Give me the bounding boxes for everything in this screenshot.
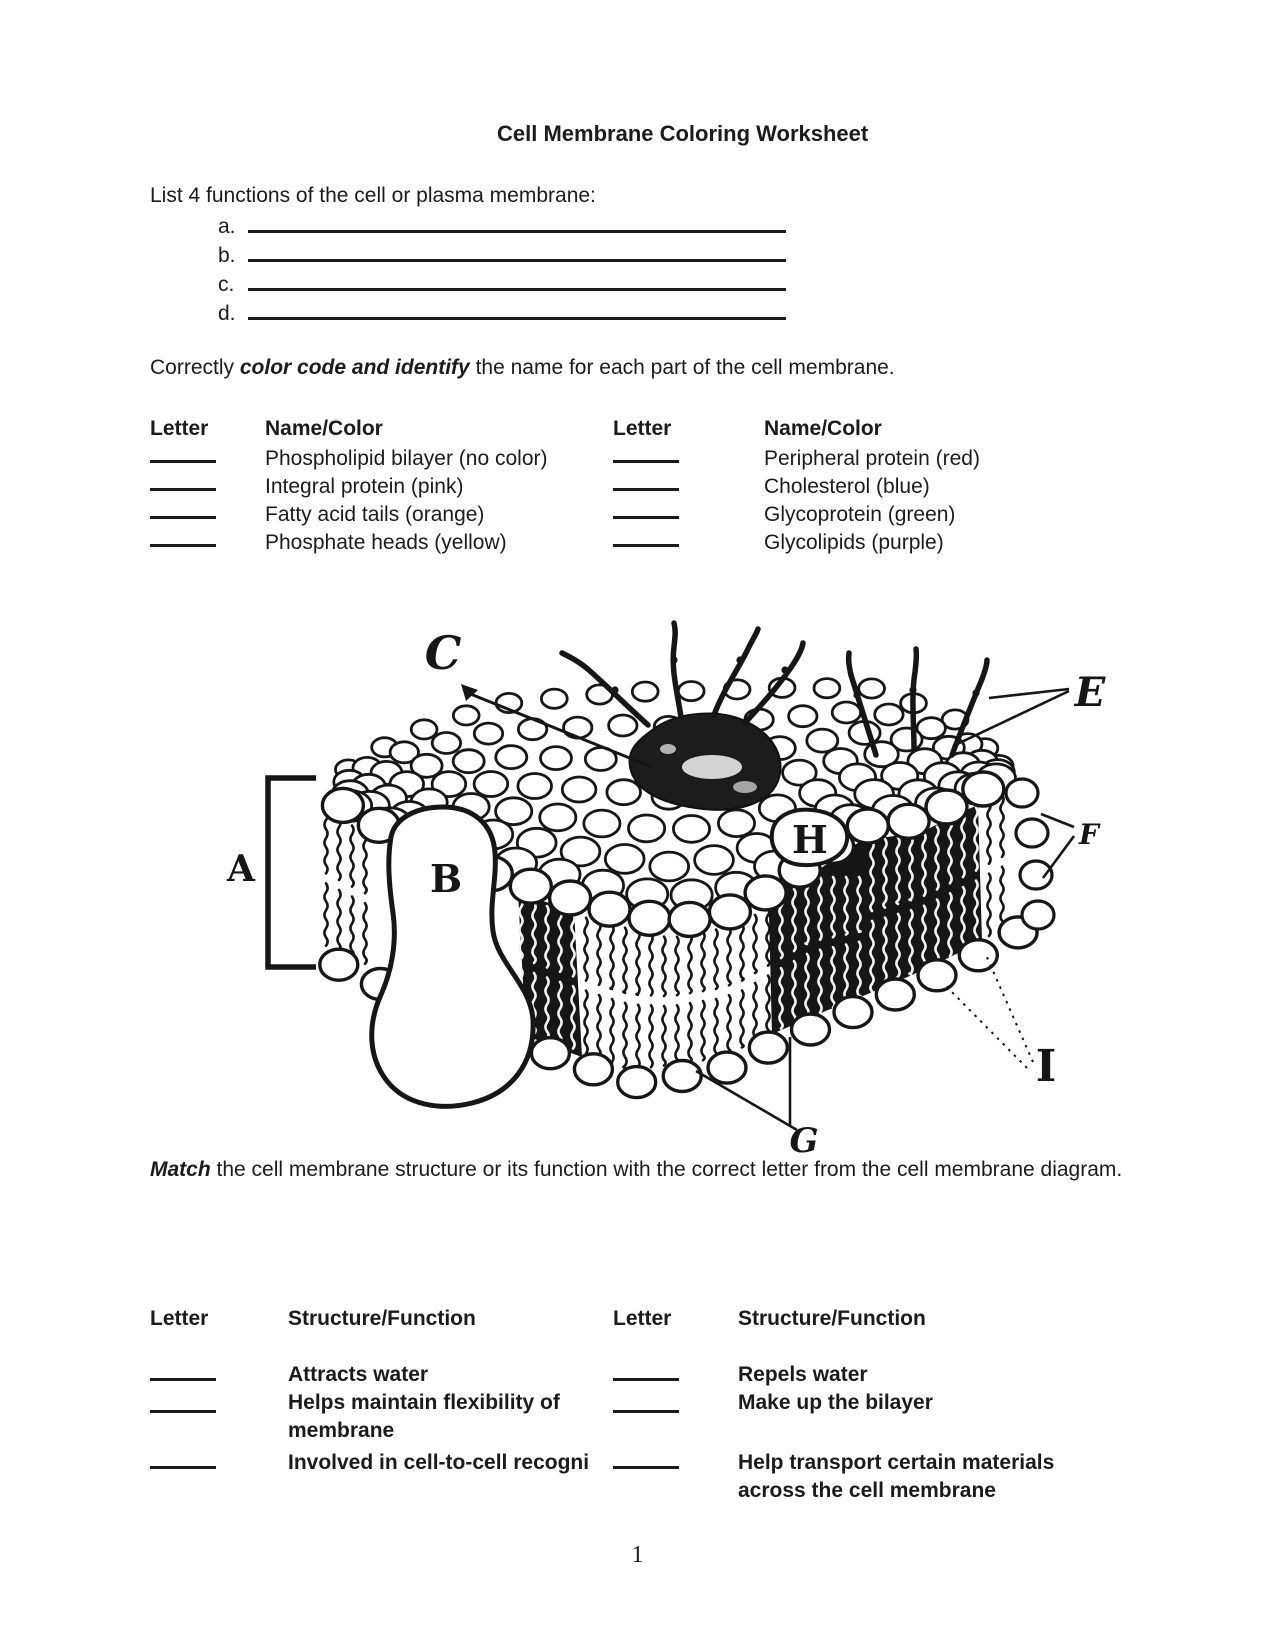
cc-row-name: Phospholipid bilayer (no color) <box>265 447 548 470</box>
fatty-acid-tail <box>597 995 600 1058</box>
color-code-instruction <box>150 354 895 382</box>
fatty-acid-tail <box>324 811 327 873</box>
phosphate-head <box>847 809 888 843</box>
fatty-acid-tail <box>636 1005 639 1069</box>
fatty-acid-tail <box>584 991 587 1054</box>
phosphate-head <box>650 852 689 881</box>
diagram-label-E: E <box>1074 669 1106 716</box>
fatty-acid-tail <box>649 1005 652 1067</box>
fatty-acid-tail <box>701 1001 704 1060</box>
function-item-label-d: d. <box>218 302 236 325</box>
phosphate-head <box>918 960 956 991</box>
phosphate-head <box>832 702 860 723</box>
fatty-acid-tail <box>766 976 769 1035</box>
phosphate-head <box>510 869 551 903</box>
fatty-acid-tail <box>1000 795 1003 857</box>
diagram-label-A: A <box>227 848 255 890</box>
fatty-acid-tail <box>610 925 613 989</box>
fatty-acid-tail <box>766 906 769 965</box>
answer-line-b <box>248 259 786 262</box>
fatty-acid-tail <box>337 890 340 952</box>
cc-row-name: Glycoprotein (green) <box>764 503 956 526</box>
phosphate-head <box>411 720 437 739</box>
phosphate-head <box>814 679 840 698</box>
instruction-pre: Correctly <box>150 356 235 379</box>
carbohydrate-bead <box>611 686 618 693</box>
fatty-acid-tail <box>714 930 717 990</box>
match-letter-blank <box>613 1466 679 1469</box>
match-row-text: Repels water <box>738 1363 868 1386</box>
match-letter-blank <box>150 1466 216 1469</box>
fatty-acid-tail <box>740 991 743 1048</box>
match-left-letter-header: Letter <box>150 1307 209 1330</box>
carbohydrate-bead <box>972 689 979 696</box>
phosphate-head <box>453 750 484 773</box>
phosphate-head <box>322 788 363 822</box>
glycoprotein-stipple <box>660 744 676 754</box>
page-number: 1 <box>631 1542 644 1568</box>
phosphate-head <box>618 1067 656 1098</box>
functions-prompt: List 4 functions of the cell or plasma membrane: <box>150 184 596 207</box>
phosphate-head <box>540 804 576 831</box>
cc-row-name: Glycolipids (purple) <box>764 531 944 554</box>
cc-row-name: Cholesterol (blue) <box>764 475 930 498</box>
fatty-acid-tail <box>636 931 639 995</box>
phosphate-head <box>474 723 502 744</box>
fatty-acid-tail <box>623 1003 626 1068</box>
phosphate-head <box>888 804 929 838</box>
bilayer-bracket <box>268 778 316 967</box>
cell-membrane-diagram <box>200 565 1140 1165</box>
phosphate-head <box>496 746 527 769</box>
fatty-acid-tail <box>363 833 366 894</box>
fatty-acid-tail <box>662 937 665 996</box>
cc-letter-blank <box>150 488 216 491</box>
fatty-acid-tail <box>727 995 730 1053</box>
label-leader-line-F <box>1043 836 1074 878</box>
phosphate-head <box>789 706 817 727</box>
phosphate-head <box>663 1061 701 1092</box>
diagram-label-I: I <box>1035 1041 1057 1092</box>
glycoprotein-stipple <box>733 781 757 793</box>
phosphate-head <box>607 780 641 805</box>
diagram-label-B: B <box>429 856 463 901</box>
carbohydrate-chain <box>673 623 681 717</box>
phosphate-head <box>605 845 644 874</box>
phosphate-head <box>564 717 592 738</box>
answer-line-a <box>248 230 786 233</box>
cc-letter-blank <box>613 460 679 463</box>
phosphate-head <box>584 810 620 837</box>
label-leader-line-E <box>953 691 1069 746</box>
phosphate-head <box>859 679 885 698</box>
leader-arrowhead <box>461 684 478 701</box>
phosphate-head <box>875 704 903 725</box>
fatty-acid-tail <box>701 932 704 991</box>
cc-row-name: Peripheral protein (red) <box>764 447 980 470</box>
phosphate-head <box>632 682 658 701</box>
fatty-acid-tail <box>337 818 340 880</box>
phosphate-head <box>1016 819 1048 847</box>
phosphate-head <box>432 733 460 754</box>
phosphate-head <box>320 949 358 980</box>
cc-row-name: Fatty acid tails (orange) <box>265 503 485 526</box>
cc-right-letter-header: Letter <box>613 417 672 440</box>
phosphate-head <box>708 1052 746 1083</box>
function-item-label-b: b. <box>218 244 236 267</box>
phosphate-head <box>926 790 967 824</box>
function-item-label-c: c. <box>218 273 235 296</box>
carbohydrate-bead <box>736 656 743 663</box>
match-row-text: Make up the bilayer <box>738 1391 933 1414</box>
fatty-acid-tail <box>688 934 691 993</box>
phosphate-head <box>550 881 591 915</box>
match-letter-blank <box>150 1410 216 1413</box>
phosphate-head <box>609 715 637 736</box>
fatty-acid-tail <box>649 934 652 996</box>
phosphate-head <box>589 892 630 926</box>
phosphate-head <box>474 772 508 797</box>
phosphate-head <box>562 777 596 802</box>
phosphate-head <box>541 689 567 708</box>
cc-letter-blank <box>613 516 679 519</box>
fatty-acid-tail <box>675 1005 678 1063</box>
carbohydrate-bead <box>781 666 788 673</box>
glycoprotein-stipple <box>682 755 742 779</box>
phosphate-head <box>629 815 665 842</box>
phosphate-head <box>518 774 552 799</box>
match-right-sf-header: Structure/Function <box>738 1307 926 1330</box>
page-title: Cell Membrane Coloring Worksheet <box>497 121 869 146</box>
fatty-acid-tail <box>584 918 587 981</box>
fatty-acid-tail <box>623 928 626 993</box>
phosphate-head <box>1022 901 1054 929</box>
phosphate-head <box>876 979 914 1010</box>
label-leader-line-G <box>696 1071 797 1130</box>
fatty-acid-tail <box>324 883 327 945</box>
match-post: the cell membrane structure or its function with the correct letter from the cell membrane diagram. <box>216 1158 1123 1181</box>
diagram-label-F: F <box>1079 818 1099 851</box>
phosphate-head <box>678 682 704 701</box>
match-emphasis: Match <box>150 1158 211 1181</box>
answer-line-d <box>248 317 786 320</box>
match-row-text: Attracts water <box>288 1363 429 1386</box>
fatty-acid-tail <box>987 801 990 863</box>
carbohydrate-bead <box>670 656 677 663</box>
fatty-acid-tail <box>610 999 613 1063</box>
phosphate-head <box>718 810 754 837</box>
cc-letter-blank <box>150 516 216 519</box>
fatty-acid-tail <box>597 922 600 985</box>
phosphate-head <box>574 1054 612 1085</box>
diagram-label-H: H <box>792 817 828 862</box>
phosphate-head <box>695 846 734 875</box>
phosphate-head <box>963 772 1004 806</box>
diagram-label-C: C <box>424 626 462 680</box>
fatty-acid-tail <box>350 826 353 887</box>
fatty-acid-tail <box>753 915 756 973</box>
carbohydrate-chain <box>714 629 758 715</box>
cc-row-name: Phosphate heads (yellow) <box>265 531 507 554</box>
phosphate-head <box>1006 779 1038 807</box>
match-letter-blank <box>150 1378 216 1381</box>
fatty-acid-tail <box>727 927 730 985</box>
cc-left-name-header: Name/Color <box>265 417 383 440</box>
fatty-acid-tail <box>675 937 678 996</box>
cc-row-name: Integral protein (pink) <box>265 475 464 498</box>
match-row-text: Involved in cell-to-cell recogni <box>288 1451 590 1474</box>
phosphate-head <box>669 902 710 936</box>
fatty-acid-tail <box>753 983 756 1041</box>
cc-letter-blank <box>613 544 679 547</box>
instruction-post: the name for each part of the cell membrane. <box>475 356 895 379</box>
fatty-acid-tail <box>350 897 353 958</box>
fatty-acid-tail <box>688 1003 691 1062</box>
label-leader-line-I <box>986 955 1033 1062</box>
cc-left-letter-header: Letter <box>150 417 209 440</box>
label-leader-line-I <box>944 984 1027 1068</box>
phosphate-head <box>834 997 872 1028</box>
phosphate-head <box>709 895 750 929</box>
phosphate-head <box>453 706 479 725</box>
phosphate-head <box>629 901 670 935</box>
phosphate-head <box>749 1032 787 1063</box>
cc-letter-blank <box>150 544 216 547</box>
fatty-acid-tail <box>662 1006 665 1066</box>
match-row-text: Helps maintain flexibility of membrane <box>288 1391 560 1442</box>
fatty-acid-tail <box>363 903 366 964</box>
cc-right-name-header: Name/Color <box>764 417 882 440</box>
phosphate-head <box>1020 861 1052 889</box>
phosphate-head <box>792 1014 830 1045</box>
carbohydrate-bead <box>853 691 860 698</box>
carbohydrate-bead <box>909 686 916 693</box>
fatty-acid-tail <box>987 874 990 936</box>
phosphate-head <box>531 1038 569 1069</box>
fatty-acid-tail <box>740 924 743 981</box>
match-left-sf-header: Structure/Function <box>288 1307 476 1330</box>
phosphate-head <box>541 747 572 770</box>
phosphate-head <box>745 876 786 910</box>
function-item-label-a: a. <box>218 215 236 238</box>
match-row-text: Help transport certain materials across the cell membrane <box>738 1451 1055 1502</box>
answer-line-c <box>248 288 786 291</box>
diagram-label-G: G <box>789 1121 819 1161</box>
cc-letter-blank <box>613 488 679 491</box>
instruction-emphasis: color code and identify <box>239 356 470 379</box>
match-instruction <box>150 1156 1155 1184</box>
match-letter-blank <box>613 1378 679 1381</box>
cc-letter-blank <box>150 460 216 463</box>
fatty-acid-tail <box>1000 867 1003 929</box>
phosphate-head <box>673 816 709 843</box>
match-letter-blank <box>613 1410 679 1413</box>
fatty-acid-tail <box>714 999 717 1059</box>
match-right-letter-header: Letter <box>613 1307 672 1330</box>
